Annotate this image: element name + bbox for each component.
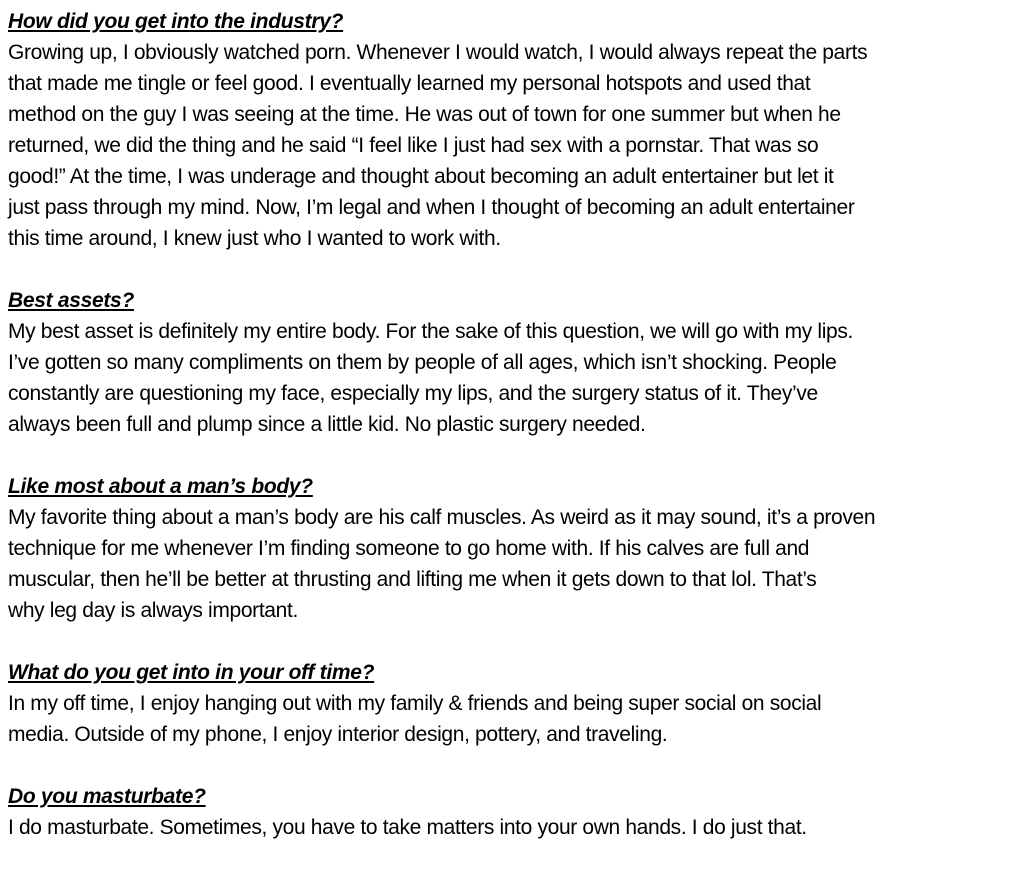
answer-paragraph [8, 316, 1016, 440]
answer-line: method on the guy I was seeing at the time. He was out of town for one summer but when he [8, 103, 841, 126]
question-heading: How did you get into the industry? [8, 10, 344, 33]
question-heading: Like most about a man’s body? [8, 475, 313, 498]
answer-paragraph [8, 812, 1016, 843]
answer-line: My favorite thing about a man’s body are his calf muscles. As weird as it may sound, it’s a proven [8, 506, 876, 529]
qa-section-mans-body [8, 471, 1016, 626]
paragraph-spacer [8, 750, 1016, 781]
answer-line: media. Outside of my phone, I enjoy interior design, pottery, and traveling. [8, 723, 668, 746]
answer-line: always been full and plump since a little kid. No plastic surgery needed. [8, 413, 646, 436]
answer-paragraph [8, 688, 1016, 750]
qa-section-assets [8, 285, 1016, 440]
question-heading: What do you get into in your off time? [8, 661, 375, 684]
answer-line: I’ve gotten so many compliments on them by people of all ages, which isn’t shocking. People [8, 351, 837, 374]
question-heading: Do you masturbate? [8, 785, 206, 808]
answer-line: muscular, then he’ll be better at thrusting and lifting me when it gets down to that lol. That’s [8, 568, 817, 591]
paragraph-spacer [8, 440, 1016, 471]
answer-line: technique for me whenever I’m finding someone to go home with. If his calves are full and [8, 537, 810, 560]
paragraph-spacer [8, 626, 1016, 657]
answer-line: I do masturbate. Sometimes, you have to take matters into your own hands. I do just that. [8, 816, 807, 839]
answer-line: constantly are questioning my face, especially my lips, and the surgery status of it. They’ve [8, 382, 818, 405]
paragraph-spacer [8, 254, 1016, 285]
answer-line: that made me tingle or feel good. I eventually learned my personal hotspots and used that [8, 72, 811, 95]
qa-section-industry [8, 6, 1016, 254]
answer-line: good!” At the time, I was underage and thought about becoming an adult entertainer but let it [8, 165, 834, 188]
answer-paragraph [8, 37, 1016, 254]
answer-paragraph [8, 502, 1016, 626]
qa-section-masturbate [8, 781, 1016, 843]
answer-line: In my off time, I enjoy hanging out with my family & friends and being super social on social [8, 692, 822, 715]
answer-line: returned, we did the thing and he said “I feel like I just had sex with a pornstar. That was so [8, 134, 819, 157]
answer-line: My best asset is definitely my entire body. For the sake of this question, we will go with my lips. [8, 320, 853, 343]
answer-line: this time around, I knew just who I wanted to work with. [8, 227, 501, 250]
answer-line: just pass through my mind. Now, I’m legal and when I thought of becoming an adult entertainer [8, 196, 855, 219]
answer-line: why leg day is always important. [8, 599, 298, 622]
qa-section-off-time [8, 657, 1016, 750]
answer-line: Growing up, I obviously watched porn. Whenever I would watch, I would always repeat the parts [8, 41, 868, 64]
question-heading: Best assets? [8, 289, 134, 312]
